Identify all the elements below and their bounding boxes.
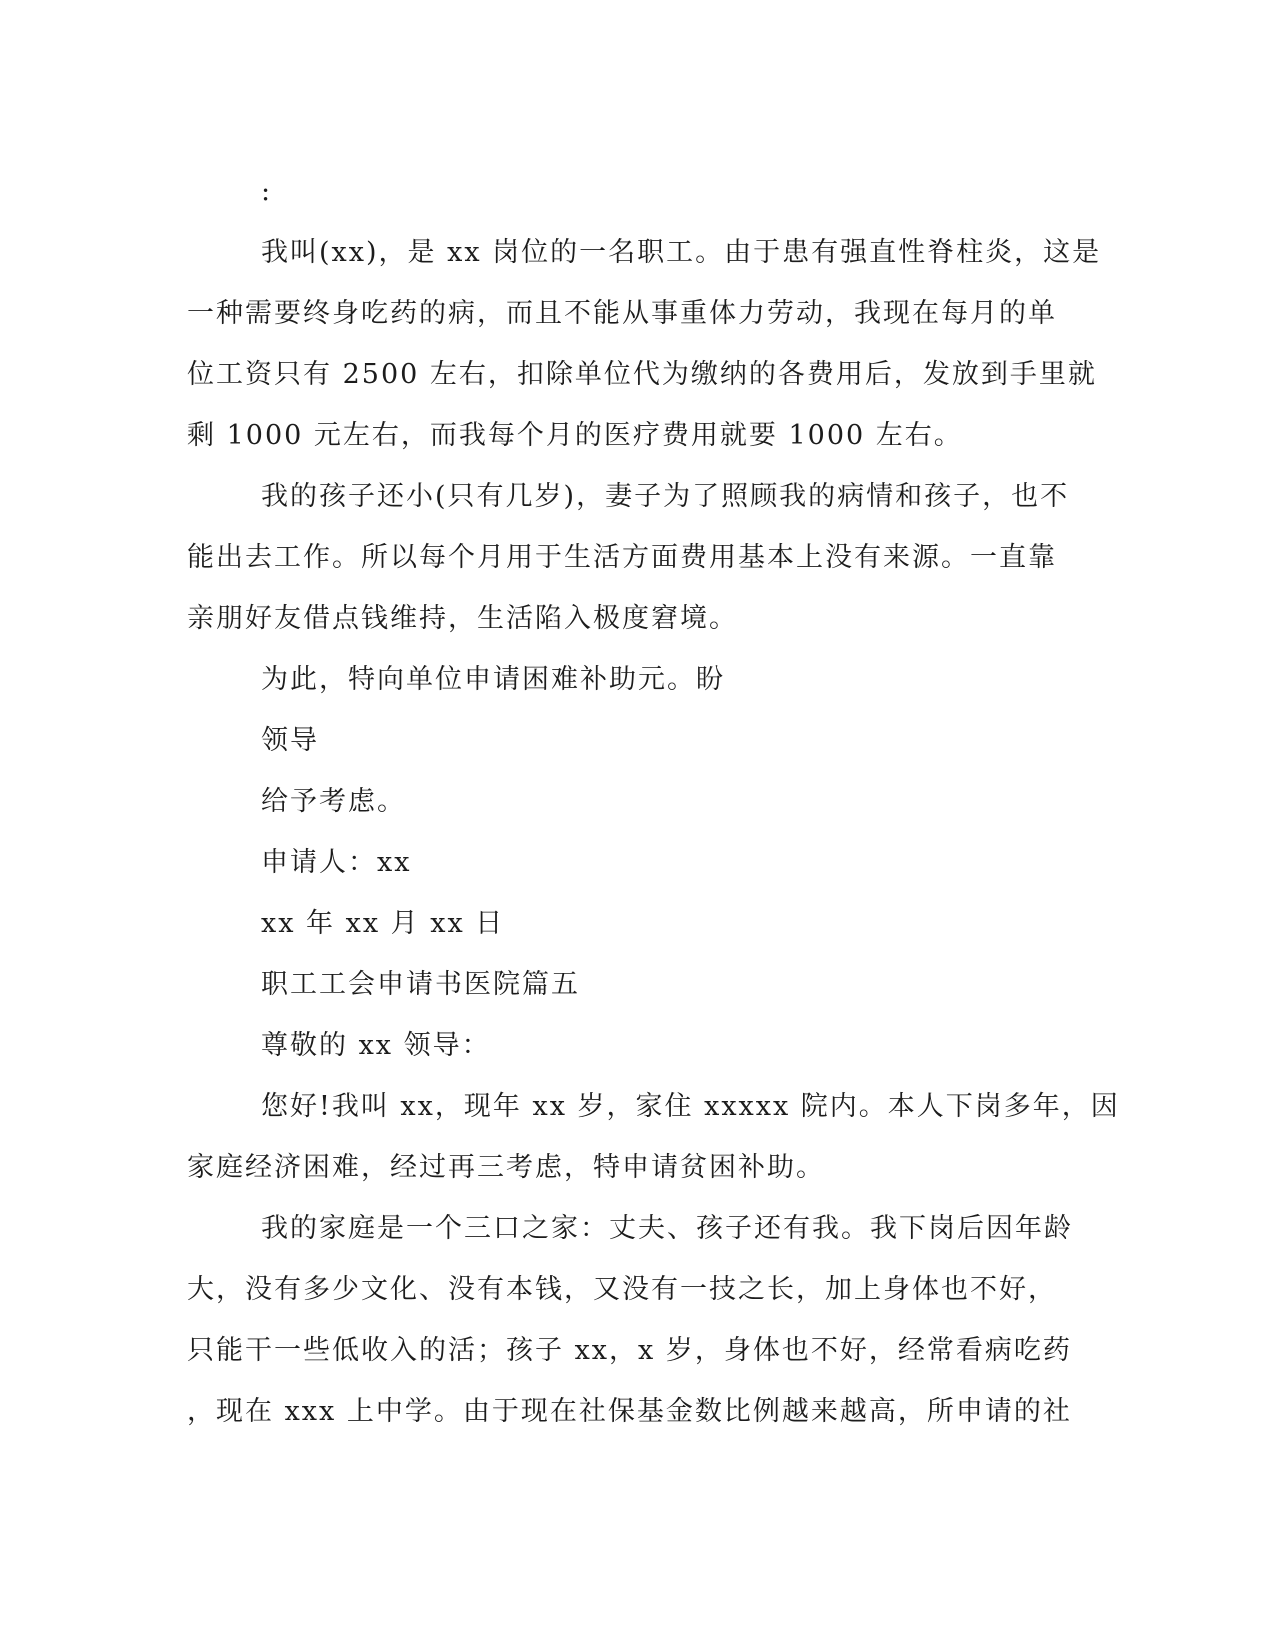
text-line: 给予考虑。 [261, 786, 406, 817]
text-line: 家庭经济困难，经过再三考虑，特申请贫困补助。 [187, 1152, 825, 1183]
salutation: 尊敬的 xx 领导： [261, 1030, 491, 1061]
text-line: 我叫(xx)，是 xx 岗位的一名职工。由于患有强直性脊柱炎，这是 [261, 237, 1102, 268]
signature-date: xx 年 xx 月 xx 日 [261, 908, 505, 939]
text-line: 为此，特向单位申请困难补助元。盼 [261, 664, 725, 695]
document-body [187, 161, 1120, 1442]
text-line: 剩 1000 元左右，而我每个月的医疗费用就要 1000 左右。 [187, 420, 963, 451]
signature-applicant: 申请人：xx [261, 847, 412, 878]
text-line: : [261, 176, 273, 207]
text-line: 大，没有多少文化、没有本钱，又没有一技之长，加上身体也不好， [187, 1274, 1057, 1305]
text-line: 一种需要终身吃药的病，而且不能从事重体力劳动，我现在每月的单 [187, 298, 1057, 329]
text-line: 能出去工作。所以每个月用于生活方面费用基本上没有来源。一直靠 [187, 542, 1057, 573]
text-line: 只能干一些低收入的活；孩子 xx，x 岁，身体也不好，经常看病吃药 [187, 1335, 1072, 1366]
text-line: 您好!我叫 xx，现年 xx 岁，家住 xxxxx 院内。本人下岗多年，因 [261, 1091, 1120, 1122]
section-heading: 职工工会申请书医院篇五 [261, 969, 580, 1000]
text-line: 领导 [261, 725, 319, 756]
text-line: 我的家庭是一个三口之家：丈夫、孩子还有我。我下岗后因年龄 [261, 1213, 1073, 1244]
text-line: ，现在 xxx 上中学。由于现在社保基金数比例越来越高，所申请的社 [187, 1396, 1072, 1427]
text-line: 亲朋好友借点钱维持，生活陷入极度窘境。 [187, 603, 738, 634]
text-line: 我的孩子还小(只有几岁)，妻子为了照顾我的病情和孩子，也不 [261, 481, 1070, 512]
text-line: 位工资只有 2500 左右，扣除单位代为缴纳的各费用后，发放到手里就 [187, 359, 1097, 390]
